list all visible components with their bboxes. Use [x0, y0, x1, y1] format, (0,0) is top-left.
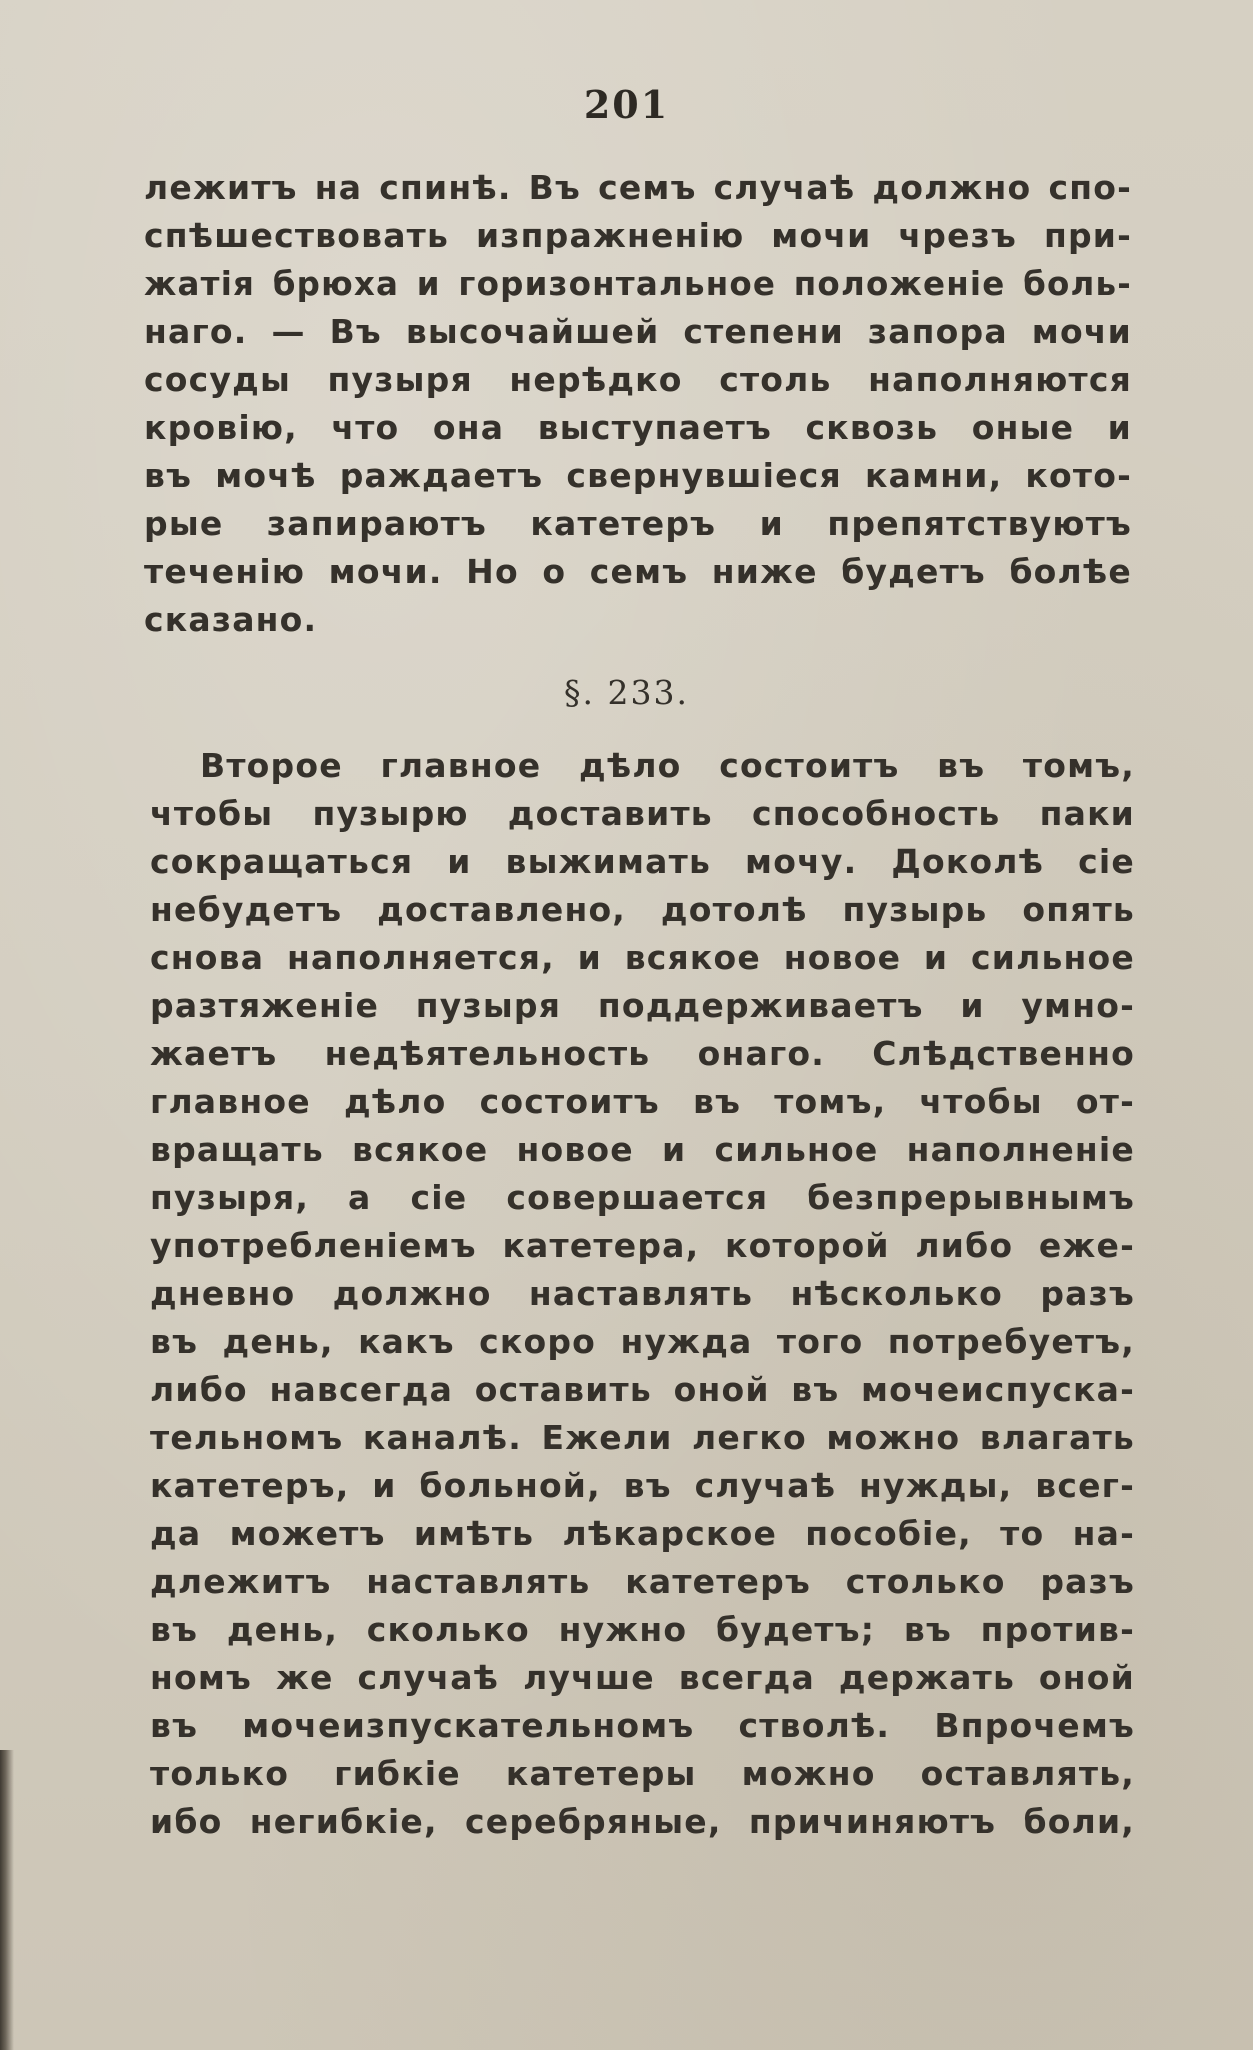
text-line: дневно должно наставлять нѣсколько разъ: [150, 1274, 1135, 1313]
paragraph-section-233: [150, 742, 1135, 1846]
text-line: сосуды пузыря нерѣдко столь наполняются: [144, 360, 1132, 399]
text-line: лежитъ на спинѣ. Въ семъ случаѣ должно спо-: [144, 168, 1132, 207]
text-line: рые запираютъ катетеръ и препятствуютъ: [144, 504, 1132, 543]
text-line: въ день, сколько нужно будетъ; въ против-: [150, 1610, 1135, 1649]
text-line: въ день, какъ скоро нужда того потребуетъ,: [150, 1322, 1135, 1361]
text-line: номъ же случаѣ лучше всегда держать оной: [150, 1658, 1135, 1697]
text-line: кровію, что она выступаетъ сквозь оные и: [144, 408, 1132, 447]
text-line: сокращаться и выжимать мочу. Доколѣ сіе: [150, 842, 1135, 881]
text-line: тельномъ каналѣ. Ежели легко можно влагать: [150, 1418, 1135, 1457]
text-line: только гибкіе катетеры можно оставлять,: [150, 1754, 1135, 1793]
text-line: употребленіемъ катетера, которой либо еже-: [150, 1226, 1135, 1265]
text-line: жаетъ недѣятельность онаго. Слѣдственно: [150, 1034, 1135, 1073]
text-line: небудетъ доставлено, дотолѣ пузырь опять: [150, 890, 1135, 929]
page-number: 201: [583, 82, 670, 127]
text-line: пузыря, а сіе совершается безпрерывнымъ: [150, 1178, 1135, 1217]
text-line: жатія брюха и горизонтальное положеніе боль-: [144, 265, 1132, 303]
text-line: либо навсегда оставить оной въ мочеиспуска-: [150, 1370, 1135, 1409]
text-line: наго. — Въ высочайшей степени запора мочи: [144, 312, 1132, 351]
text-line: чтобы пузырю доставить способность паки: [150, 794, 1135, 833]
text-line: да можетъ имѣть лѣкарское пособіе, то на-: [150, 1514, 1135, 1553]
text-line: въ мочѣ раждаетъ свернувшіеся камни, кото-: [144, 456, 1132, 495]
paragraph-continued: [144, 164, 1132, 644]
text-line: катетеръ, и больной, въ случаѣ нужды, всег-: [150, 1466, 1135, 1505]
text-line: Второе главное дѣло состоитъ въ томъ,: [200, 746, 1135, 785]
text-line: въ мочеизпускательномъ стволѣ. Впрочемъ: [150, 1706, 1135, 1745]
text-line: длежитъ наставлять катетеръ столько разъ: [150, 1562, 1135, 1601]
text-line: ибо негибкіе, серебряные, причиняютъ боли,: [150, 1802, 1135, 1841]
section-heading: §. 233.: [564, 673, 689, 712]
text-line: главное дѣло состоитъ въ томъ, чтобы от-: [150, 1082, 1135, 1121]
text-line: теченію мочи. Но о семъ ниже будетъ болѣе: [144, 552, 1132, 591]
text-line: сказано.: [144, 600, 318, 639]
text-line: разтяженіе пузыря поддерживаетъ и умно-: [150, 986, 1135, 1025]
text-line: снова наполняется, и всякое новое и сильное: [150, 938, 1135, 977]
text-line: спѣшествовать изпражненію мочи чрезъ при-: [144, 216, 1132, 255]
text-line: вращать всякое новое и сильное наполненіе: [150, 1130, 1135, 1169]
page-edge-shadow: [0, 1750, 14, 2050]
